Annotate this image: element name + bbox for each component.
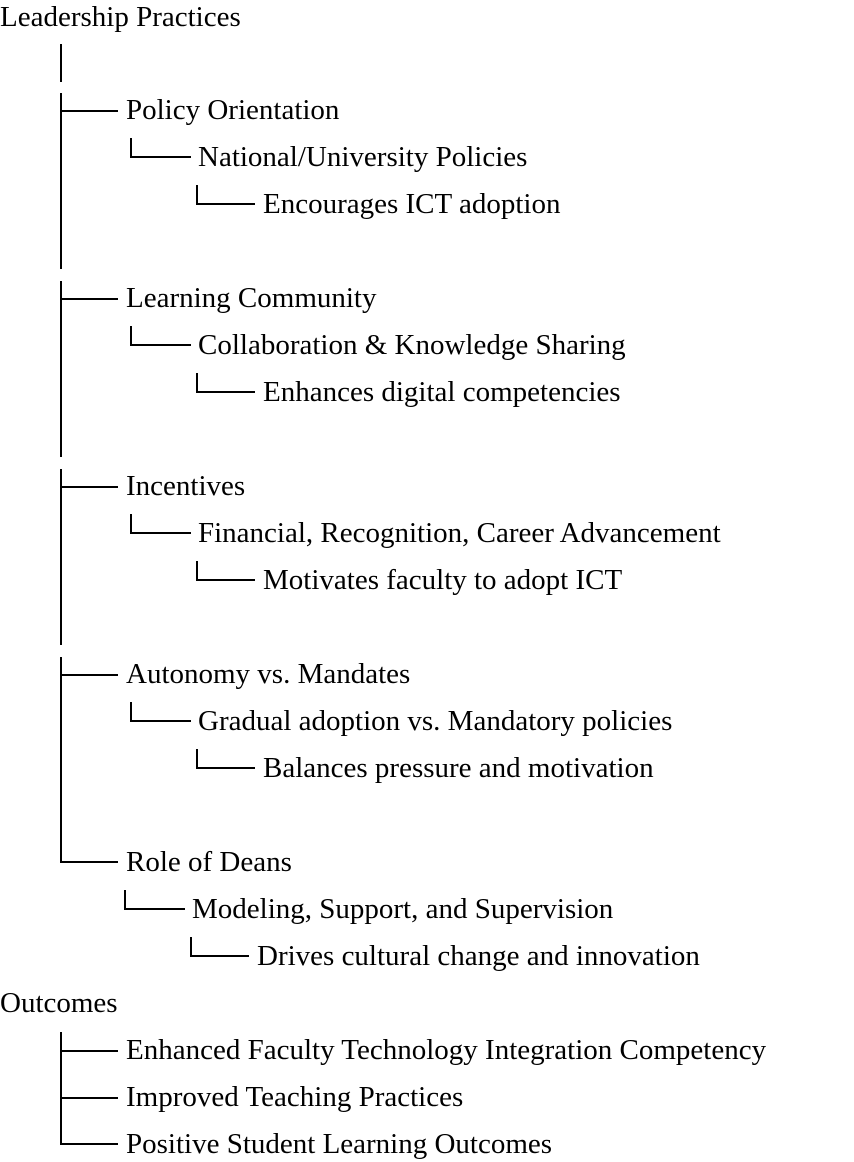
sub-connector [130, 326, 132, 346]
node-policy-orientation-detail: National/University Policies [198, 141, 528, 173]
node-role-of-deans: Role of Deans [126, 846, 292, 878]
node-policy-orientation-effect: Encourages ICT adoption [263, 188, 561, 220]
leaf-connector [190, 955, 249, 957]
leaf-connector [196, 767, 255, 769]
node-role-of-deans-effect: Drives cultural change and innovation [257, 940, 700, 972]
leaf-connector [196, 561, 198, 581]
branch-connector [60, 861, 118, 863]
node-improved-teaching-practices: Improved Teaching Practices [126, 1081, 464, 1113]
branch-connector [60, 486, 118, 488]
leaf-connector [196, 185, 198, 205]
sub-connector [130, 156, 191, 158]
node-role-of-deans-detail: Modeling, Support, and Supervision [192, 893, 614, 925]
trunk-connector [60, 93, 62, 269]
trunk-connector [60, 657, 62, 863]
sub-connector [130, 720, 191, 722]
leaf-connector [196, 391, 255, 393]
node-autonomy-vs-mandates: Autonomy vs. Mandates [126, 658, 411, 690]
sub-connector [130, 702, 132, 722]
root-outcomes: Outcomes [0, 987, 118, 1019]
node-policy-orientation: Policy Orientation [126, 94, 340, 126]
sub-connector [124, 908, 185, 910]
node-learning-community-detail: Collaboration & Knowledge Sharing [198, 329, 626, 361]
branch-connector [60, 1143, 118, 1145]
node-incentives-detail: Financial, Recognition, Career Advancement [198, 517, 721, 549]
sub-connector [130, 344, 191, 346]
node-incentives-effect: Motivates faculty to adopt ICT [263, 564, 623, 596]
sub-connector [130, 514, 132, 534]
branch-connector [60, 1050, 118, 1052]
leaf-connector [190, 937, 192, 957]
node-learning-community: Learning Community [126, 282, 377, 314]
branch-connector [60, 298, 118, 300]
node-learning-community-effect: Enhances digital competencies [263, 376, 621, 408]
trunk-connector [60, 44, 62, 82]
leaf-connector [196, 203, 255, 205]
trunk-connector [60, 469, 62, 645]
trunk-connector [60, 281, 62, 457]
trunk-connector [60, 1032, 62, 1145]
branch-connector [60, 1097, 118, 1099]
root-leadership-practices: Leadership Practices [0, 1, 241, 33]
node-autonomy-vs-mandates-detail: Gradual adoption vs. Mandatory policies [198, 705, 673, 737]
node-positive-student-outcomes: Positive Student Learning Outcomes [126, 1128, 553, 1160]
sub-connector [130, 532, 191, 534]
node-incentives: Incentives [126, 470, 246, 502]
node-enhanced-faculty-competency: Enhanced Faculty Technology Integration Competency [126, 1034, 767, 1066]
node-autonomy-vs-mandates-effect: Balances pressure and motivation [263, 752, 654, 784]
branch-connector [60, 674, 118, 676]
sub-connector [130, 138, 132, 158]
sub-connector [124, 890, 126, 910]
leaf-connector [196, 749, 198, 769]
branch-connector [60, 110, 118, 112]
leaf-connector [196, 579, 255, 581]
leaf-connector [196, 373, 198, 393]
